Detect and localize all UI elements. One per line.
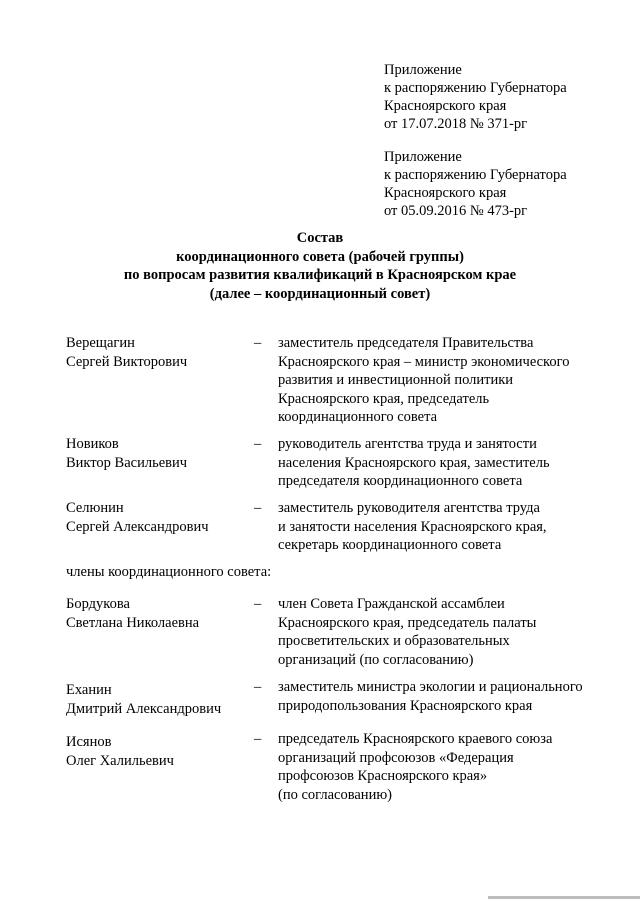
member-role (278, 730, 552, 804)
role-line: просветительских и образовательных (278, 633, 510, 649)
document-title (60, 229, 580, 303)
dash: – (254, 731, 262, 747)
dash: – (254, 500, 262, 516)
given-names: Светлана Николаевна (66, 614, 200, 631)
appendix-line: к распоряжению Губернатора (384, 167, 567, 183)
member-role (278, 595, 536, 669)
appendix-current (384, 61, 567, 133)
surname: Новиков (66, 436, 119, 452)
given-names: Олег Халильевич (66, 752, 174, 769)
role-line: Красноярского края, председатель палаты (278, 614, 537, 631)
role-line: (по согласованию) (278, 786, 392, 803)
surname: Бордукова (66, 596, 130, 612)
appendix-line: Красноярского края (384, 98, 507, 114)
role-line: организаций (по согласованию) (278, 651, 474, 668)
appendix-line: от 05.09.2016 № 473-рг (384, 203, 528, 219)
role-line: председателя координационного совета (278, 473, 523, 489)
scan-edge-mark (488, 896, 640, 899)
appendix-line: от 17.07.2018 № 371-рг (384, 116, 528, 132)
given-names: Виктор Васильевич (66, 454, 188, 471)
dash: – (254, 679, 262, 695)
role-line: заместитель руководителя агентства труда (278, 500, 540, 516)
role-line: заместитель председателя Правительства (278, 335, 534, 351)
role-line: природопользования Красноярского края (278, 697, 533, 714)
dash: – (254, 436, 262, 452)
role-line: и занятости населения Красноярского края, (278, 518, 547, 535)
role-line: Красноярского края, председатель (278, 390, 490, 407)
role-line: организаций профсоюзов «Федерация (278, 749, 514, 766)
member-name (66, 681, 221, 718)
surname: Верещагин (66, 335, 135, 351)
member-name (66, 595, 199, 632)
role-line: руководитель агентства труда и занятости (278, 436, 537, 452)
title-line: по вопросам развития квалификаций в Красноярском крае (123, 267, 517, 283)
role-line: населения Красноярского края, заместитель (278, 454, 550, 471)
dash: – (254, 335, 262, 351)
role-line: член Совета Гражданской ассамблеи (278, 596, 505, 612)
role-line: координационного совета (278, 409, 438, 425)
role-line: Красноярского края – министр экономического (278, 353, 570, 370)
role-line: профсоюзов Красноярского края» (278, 768, 488, 784)
role-line: заместитель министра экологии и рационального (278, 679, 583, 695)
member-name (66, 334, 187, 371)
role-line: развития и инвестиционной политики (278, 372, 514, 388)
given-names: Сергей Викторович (66, 353, 188, 370)
member-role (278, 678, 583, 715)
role-line: председатель Красноярского краевого союза (278, 731, 553, 747)
surname: Еханин (66, 682, 112, 698)
member-role (278, 499, 547, 555)
given-names: Дмитрий Александрович (66, 700, 222, 717)
member-name (66, 733, 174, 770)
appendix-line: Красноярского края (384, 185, 507, 201)
appendix-line: к распоряжению Губернатора (384, 80, 567, 96)
member-role (278, 334, 569, 427)
title-line: (далее – координационный совет) (209, 285, 431, 302)
member-role (278, 435, 550, 491)
role-line: секретарь координационного совета (278, 537, 502, 553)
surname: Селюнин (66, 500, 124, 516)
appendix-line: Приложение (384, 149, 462, 165)
given-names: Сергей Александрович (66, 518, 209, 535)
member-name (66, 499, 209, 536)
appendix-line: Приложение (384, 62, 462, 78)
dash: – (254, 596, 262, 612)
appendix-original (384, 148, 567, 220)
members-heading: члены координационного совета: (66, 564, 272, 580)
member-name (66, 435, 187, 472)
title-line: Состав (296, 230, 344, 246)
surname: Исянов (66, 734, 112, 750)
title-line: координационного совета (рабочей группы) (176, 248, 464, 265)
